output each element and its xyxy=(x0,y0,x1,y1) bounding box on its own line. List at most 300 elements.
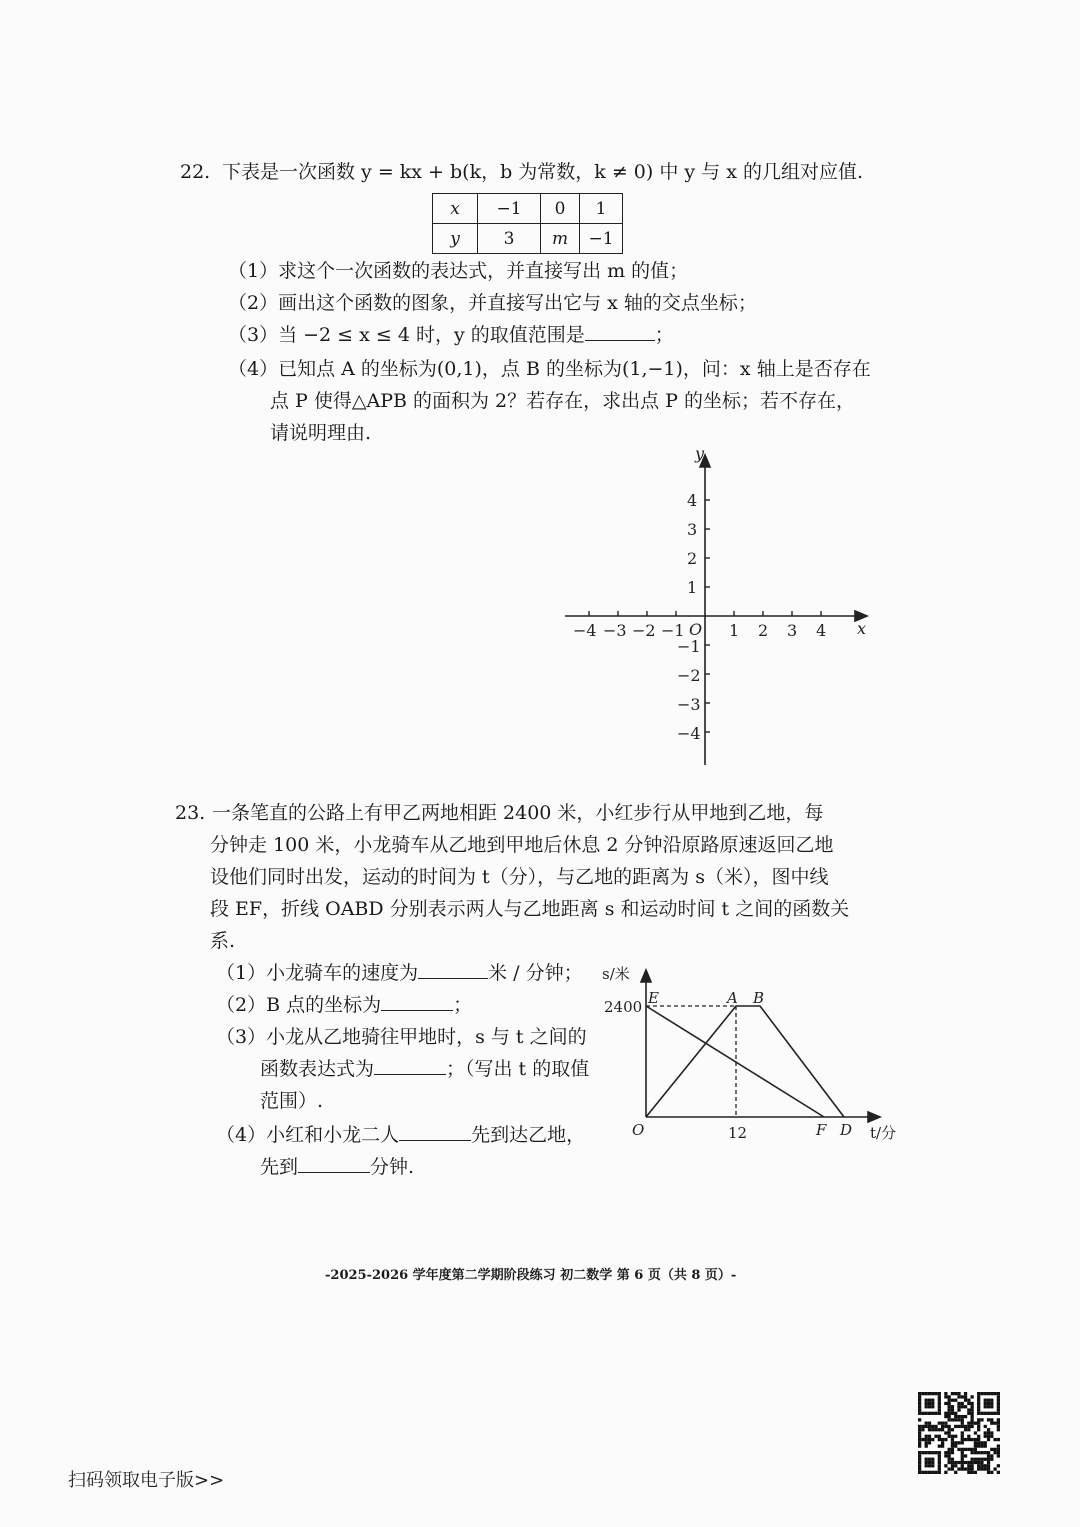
qr-module xyxy=(931,1451,934,1454)
qr-module xyxy=(964,1425,967,1428)
qr-module xyxy=(961,1451,964,1454)
qr-module xyxy=(967,1428,970,1431)
qr-module xyxy=(938,1399,941,1402)
qr-module xyxy=(964,1395,967,1398)
qr-module xyxy=(951,1412,954,1415)
qr-module xyxy=(918,1438,921,1441)
qr-module xyxy=(961,1431,964,1434)
qr-module xyxy=(984,1431,987,1434)
qr-module xyxy=(997,1454,1000,1457)
qr-module xyxy=(957,1408,960,1411)
y-axis-label: y xyxy=(695,445,705,463)
qr-module xyxy=(948,1405,951,1408)
qr-module xyxy=(938,1408,941,1411)
qr-module xyxy=(951,1451,954,1454)
qr-module xyxy=(967,1464,970,1467)
qr-module xyxy=(951,1418,954,1421)
qr-module xyxy=(918,1408,921,1411)
qr-module xyxy=(970,1451,973,1454)
q22-intro: 下表是一次函数 y = kx + b(k，b 为常数，k ≠ 0) 中 y 与 x 的几组对应值. xyxy=(222,161,863,183)
qr-module xyxy=(938,1464,941,1467)
q23-part3-line2 xyxy=(260,1060,589,1079)
qr-module xyxy=(967,1448,970,1451)
qr-module xyxy=(967,1425,970,1428)
answer-blank[interactable] xyxy=(374,1073,446,1075)
qr-module xyxy=(967,1461,970,1464)
qr-module xyxy=(997,1412,1000,1415)
qr-module xyxy=(993,1412,996,1415)
qr-module xyxy=(928,1441,931,1444)
q23-part4-line1 xyxy=(216,1126,585,1145)
x-tick-label: 1 xyxy=(729,621,740,640)
qr-module xyxy=(941,1444,944,1447)
qr-module xyxy=(974,1471,977,1474)
qr-module xyxy=(925,1444,928,1447)
qr-module xyxy=(944,1395,947,1398)
qr-module xyxy=(957,1461,960,1464)
qr-module xyxy=(944,1464,947,1467)
qr-module xyxy=(997,1444,1000,1447)
qr-module xyxy=(931,1438,934,1441)
qr-module xyxy=(918,1441,921,1444)
table-cell: 1 xyxy=(580,194,623,224)
qr-module xyxy=(948,1402,951,1405)
qr-module xyxy=(925,1412,928,1415)
qr-module xyxy=(977,1405,980,1408)
qr-module xyxy=(987,1458,990,1461)
qr-module xyxy=(918,1435,921,1438)
q23-line1: 一条笔直的公路上有甲乙两地相距 2400 米，小红步行从甲地到乙地，每 xyxy=(212,802,824,824)
qr-module xyxy=(990,1471,993,1474)
qr-module xyxy=(948,1467,951,1470)
qr-module xyxy=(957,1415,960,1418)
qr-module xyxy=(934,1471,937,1474)
qr-module xyxy=(967,1467,970,1470)
qr-module xyxy=(948,1448,951,1451)
qr-module xyxy=(918,1402,921,1405)
qr-module xyxy=(987,1418,990,1421)
qr-module xyxy=(944,1415,947,1418)
qr-module xyxy=(928,1464,931,1467)
qr-module xyxy=(967,1471,970,1474)
qr-module xyxy=(931,1461,934,1464)
qr-module xyxy=(931,1412,934,1415)
qr-module xyxy=(997,1448,1000,1451)
qr-module xyxy=(957,1441,960,1444)
qr-module xyxy=(990,1412,993,1415)
qr-module xyxy=(951,1392,954,1395)
qr-module xyxy=(938,1438,941,1441)
qr-module xyxy=(977,1458,980,1461)
qr-module xyxy=(997,1408,1000,1411)
qr-module xyxy=(970,1405,973,1408)
qr-module xyxy=(967,1422,970,1425)
q23-part1-text: （1）小龙骑车的速度为 xyxy=(216,962,419,984)
qr-module xyxy=(984,1402,987,1405)
qr-module xyxy=(954,1415,957,1418)
qr-module xyxy=(987,1467,990,1470)
qr-module xyxy=(970,1438,973,1441)
qr-module xyxy=(944,1402,947,1405)
qr-module xyxy=(928,1461,931,1464)
qr-module xyxy=(990,1399,993,1402)
qr-module xyxy=(961,1461,964,1464)
qr-module xyxy=(938,1392,941,1395)
q22-value-table xyxy=(432,193,623,254)
y-tick-label: −3 xyxy=(677,695,701,714)
qr-module xyxy=(941,1425,944,1428)
qr-module xyxy=(961,1435,964,1438)
qr-module xyxy=(977,1435,980,1438)
qr-module xyxy=(928,1428,931,1431)
answer-blank[interactable] xyxy=(298,1171,370,1173)
qr-module xyxy=(977,1395,980,1398)
qr-module xyxy=(951,1438,954,1441)
qr-module xyxy=(928,1405,931,1408)
qr-module xyxy=(977,1422,980,1425)
qr-module xyxy=(990,1392,993,1395)
qr-module xyxy=(961,1467,964,1470)
qr-module xyxy=(984,1444,987,1447)
qr-module xyxy=(984,1399,987,1402)
qr-module xyxy=(954,1441,957,1444)
qr-module xyxy=(974,1431,977,1434)
qr-module xyxy=(948,1451,951,1454)
y-tick-label: 3 xyxy=(687,520,698,539)
qr-module xyxy=(931,1464,934,1467)
qr-module xyxy=(938,1454,941,1457)
q23-part2 xyxy=(216,996,472,1015)
qr-module xyxy=(970,1412,973,1415)
qr-module xyxy=(951,1444,954,1447)
qr-module xyxy=(938,1428,941,1431)
s-axis-label: s/米 xyxy=(602,965,630,983)
qr-module xyxy=(987,1454,990,1457)
qr-module xyxy=(957,1395,960,1398)
qr-module xyxy=(944,1431,947,1434)
qr-module xyxy=(964,1399,967,1402)
q22-part4-line1: （4）已知点 A 的坐标为(0,1)，点 B 的坐标为(1,−1)，问：x 轴上是否存在 xyxy=(228,358,871,380)
qr-module xyxy=(984,1435,987,1438)
qr-module xyxy=(980,1464,983,1467)
answer-blank[interactable] xyxy=(399,1139,471,1141)
qr-module xyxy=(925,1402,928,1405)
qr-module xyxy=(970,1464,973,1467)
qr-module xyxy=(954,1425,957,1428)
t-axis-label: t/分 xyxy=(870,1124,897,1142)
qr-module xyxy=(948,1418,951,1421)
qr-module xyxy=(967,1402,970,1405)
qr-module xyxy=(931,1471,934,1474)
qr-module xyxy=(921,1425,924,1428)
x-tick-label: −3 xyxy=(603,621,627,640)
q23-part4-text2: 先到 xyxy=(260,1156,299,1178)
qr-module xyxy=(954,1461,957,1464)
qr-module xyxy=(964,1467,967,1470)
qr-module xyxy=(954,1471,957,1474)
q22-part1: （1）求这个一次函数的表达式，并直接写出 m 的值； xyxy=(228,260,689,282)
qr-module xyxy=(928,1392,931,1395)
answer-blank[interactable] xyxy=(585,339,655,341)
qr-module xyxy=(961,1441,964,1444)
s-axis-arrow xyxy=(641,970,651,982)
qr-module xyxy=(925,1425,928,1428)
qr-module xyxy=(987,1399,990,1402)
t-axis-arrow xyxy=(868,1112,880,1122)
point-B-label: B xyxy=(753,989,765,1007)
qr-module xyxy=(934,1425,937,1428)
qr-module xyxy=(918,1405,921,1408)
qr-module xyxy=(925,1405,928,1408)
qr-module xyxy=(954,1435,957,1438)
qr-module xyxy=(990,1402,993,1405)
qr-module xyxy=(931,1402,934,1405)
qr-module xyxy=(980,1444,983,1447)
qr-module xyxy=(951,1458,954,1461)
y-tick-label: 2 xyxy=(687,549,698,568)
qr-module xyxy=(997,1395,1000,1398)
qr-module xyxy=(970,1418,973,1421)
qr-module xyxy=(964,1428,967,1431)
qr-module xyxy=(997,1402,1000,1405)
qr-module xyxy=(993,1467,996,1470)
qr-module xyxy=(948,1431,951,1434)
qr-module xyxy=(928,1471,931,1474)
q23-part3-line1: （3）小龙从乙地骑往甲地时，s 与 t 之间的 xyxy=(216,1026,587,1048)
qr-module xyxy=(918,1451,921,1454)
qr-module xyxy=(997,1418,1000,1421)
q23-line5: 系. xyxy=(210,930,236,952)
s-value-2400: 2400 xyxy=(604,998,643,1016)
q23-part2-end: ； xyxy=(453,994,473,1016)
qr-module xyxy=(977,1467,980,1470)
qr-module xyxy=(984,1467,987,1470)
qr-module xyxy=(997,1399,1000,1402)
answer-blank[interactable] xyxy=(381,1009,453,1011)
x-tick-label: 2 xyxy=(758,621,769,640)
qr-module xyxy=(938,1435,941,1438)
qr-module xyxy=(928,1451,931,1454)
qr-module xyxy=(918,1399,921,1402)
qr-module xyxy=(948,1435,951,1438)
qr-module xyxy=(984,1405,987,1408)
qr-module xyxy=(948,1454,951,1457)
qr-module xyxy=(993,1438,996,1441)
qr-module xyxy=(964,1438,967,1441)
qr-module xyxy=(961,1454,964,1457)
qr-module xyxy=(925,1438,928,1441)
qr-module xyxy=(957,1425,960,1428)
qr-module xyxy=(977,1441,980,1444)
qr-module xyxy=(931,1458,934,1461)
qr-module xyxy=(974,1441,977,1444)
qr-module xyxy=(928,1412,931,1415)
x-tick-label: −2 xyxy=(632,621,656,640)
q22-part2: （2）画出这个函数的图象，并直接写出它与 x 轴的交点坐标； xyxy=(228,292,757,314)
qr-module xyxy=(938,1444,941,1447)
q22-part3 xyxy=(228,326,674,345)
qr-module xyxy=(957,1405,960,1408)
qr-module xyxy=(951,1448,954,1451)
qr-module xyxy=(984,1412,987,1415)
qr-module xyxy=(951,1467,954,1470)
qr-module xyxy=(990,1448,993,1451)
qr-module xyxy=(918,1418,921,1421)
qr-module xyxy=(990,1418,993,1421)
qr-module xyxy=(934,1392,937,1395)
table-cell: 0 xyxy=(541,194,580,224)
qr-module xyxy=(977,1418,980,1421)
qr-module xyxy=(938,1412,941,1415)
qr-module xyxy=(964,1461,967,1464)
qr-module xyxy=(938,1471,941,1474)
qr-module xyxy=(987,1405,990,1408)
qr-module xyxy=(990,1458,993,1461)
qr-module xyxy=(977,1461,980,1464)
qr-module xyxy=(977,1412,980,1415)
qr-module xyxy=(938,1402,941,1405)
qr-module xyxy=(970,1458,973,1461)
qr-module xyxy=(980,1461,983,1464)
qr-module xyxy=(934,1451,937,1454)
qr-module xyxy=(964,1454,967,1457)
qr-module xyxy=(944,1392,947,1395)
qr-module xyxy=(938,1405,941,1408)
qr-module xyxy=(925,1441,928,1444)
q23-part1 xyxy=(216,964,583,983)
qr-module xyxy=(984,1464,987,1467)
qr-module xyxy=(934,1428,937,1431)
q23-part2-text: （2）B 点的坐标为 xyxy=(216,994,382,1016)
x-tick-label: −4 xyxy=(573,621,597,640)
qr-module xyxy=(948,1408,951,1411)
qr-module xyxy=(961,1458,964,1461)
qr-module xyxy=(918,1454,921,1457)
qr-module xyxy=(957,1418,960,1421)
page-footer: -2025-2026 学年度第二学期阶段练习 初二数学 第 6 页（共 8 页）- xyxy=(325,1268,737,1283)
qr-module xyxy=(967,1399,970,1402)
qr-module xyxy=(961,1402,964,1405)
qr-module xyxy=(980,1458,983,1461)
qr-module xyxy=(993,1448,996,1451)
qr-module xyxy=(977,1399,980,1402)
qr-module xyxy=(964,1415,967,1418)
qr-module xyxy=(928,1438,931,1441)
qr-module xyxy=(921,1392,924,1395)
qr-module xyxy=(938,1422,941,1425)
answer-blank[interactable] xyxy=(418,977,488,979)
qr-module xyxy=(970,1422,973,1425)
qr-module xyxy=(987,1392,990,1395)
qr-module xyxy=(941,1422,944,1425)
qr-module xyxy=(918,1467,921,1470)
qr-module xyxy=(993,1451,996,1454)
qr-module xyxy=(931,1425,934,1428)
qr-module xyxy=(918,1395,921,1398)
qr-module xyxy=(990,1435,993,1438)
qr-module xyxy=(925,1471,928,1474)
qr-module xyxy=(931,1405,934,1408)
qr-module xyxy=(964,1392,967,1395)
qr-module xyxy=(977,1392,980,1395)
qr-module xyxy=(980,1467,983,1470)
qr-module xyxy=(987,1451,990,1454)
qr-module xyxy=(980,1412,983,1415)
qr-module xyxy=(961,1438,964,1441)
table-cell: −1 xyxy=(478,194,541,224)
qr-module xyxy=(925,1461,928,1464)
qr-module xyxy=(970,1425,973,1428)
table-cell: y xyxy=(433,224,478,254)
qr-module xyxy=(957,1467,960,1470)
qr-module xyxy=(977,1464,980,1467)
qr-module xyxy=(931,1392,934,1395)
qr-module xyxy=(977,1402,980,1405)
qr-module xyxy=(948,1425,951,1428)
qr-module xyxy=(921,1451,924,1454)
qr-module xyxy=(928,1435,931,1438)
scan-for-digital-link[interactable]: 扫码领取电子版>> xyxy=(68,1470,225,1491)
qr-module xyxy=(987,1435,990,1438)
qr-module xyxy=(928,1422,931,1425)
qr-module xyxy=(948,1395,951,1398)
qr-module xyxy=(990,1431,993,1434)
qr-module xyxy=(931,1428,934,1431)
q23-line2: 分钟走 100 米，小龙骑车从乙地到甲地后休息 2 分钟沿原路原速返回乙地 xyxy=(210,834,834,856)
q22-part3-text: （3）当 −2 ≤ x ≤ 4 时，y 的取值范围是 xyxy=(228,324,585,346)
qr-module xyxy=(944,1422,947,1425)
qr-module xyxy=(993,1392,996,1395)
qr-module xyxy=(944,1471,947,1474)
point-O-label: O xyxy=(632,1121,645,1139)
qr-module xyxy=(970,1415,973,1418)
x-axis-label: x xyxy=(857,619,867,638)
q23-part3-note: ；（写出 t 的取值 xyxy=(446,1058,590,1080)
qr-module xyxy=(974,1448,977,1451)
q22-part3-end: ； xyxy=(654,324,674,346)
qr-module xyxy=(938,1467,941,1470)
qr-module xyxy=(928,1458,931,1461)
y-tick-label: −4 xyxy=(677,724,701,743)
qr-module xyxy=(918,1471,921,1474)
qr-module xyxy=(921,1412,924,1415)
qr-module xyxy=(954,1464,957,1467)
qr-module xyxy=(918,1444,921,1447)
qr-module xyxy=(925,1392,928,1395)
qr-module xyxy=(961,1448,964,1451)
qr-module xyxy=(954,1444,957,1447)
qr-module xyxy=(961,1425,964,1428)
qr-module xyxy=(941,1441,944,1444)
q23-line4: 段 EF，折线 OABD 分别表示两人与乙地距离 s 和运动时间 t 之间的函数关 xyxy=(210,898,850,920)
qr-code[interactable] xyxy=(918,1392,1000,1474)
x-tick-label: −1 xyxy=(661,621,685,640)
qr-module xyxy=(918,1392,921,1395)
point-F-label: F xyxy=(816,1121,827,1139)
qr-module xyxy=(977,1428,980,1431)
qr-module xyxy=(990,1405,993,1408)
qr-module xyxy=(970,1402,973,1405)
qr-module xyxy=(997,1422,1000,1425)
qr-module xyxy=(948,1428,951,1431)
qr-module xyxy=(925,1422,928,1425)
qr-module xyxy=(941,1438,944,1441)
qr-module xyxy=(967,1412,970,1415)
qr-module xyxy=(921,1438,924,1441)
qr-module xyxy=(993,1422,996,1425)
qr-module xyxy=(951,1399,954,1402)
qr-module xyxy=(948,1415,951,1418)
